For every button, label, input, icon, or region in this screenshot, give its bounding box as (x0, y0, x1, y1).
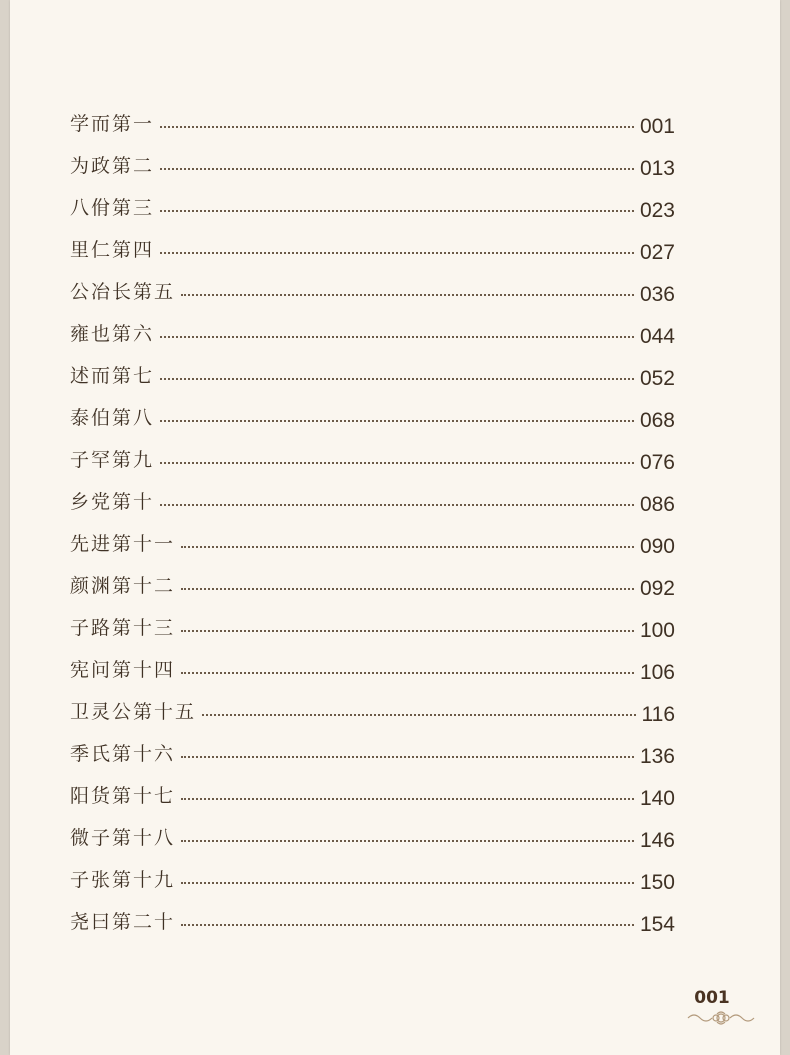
toc-entry-page: 076 (639, 451, 675, 474)
toc-entry-title: 微子第十八 (70, 827, 176, 849)
toc-entry (70, 688, 675, 730)
dot-leader (160, 126, 634, 128)
toc-entry-page: 036 (639, 283, 675, 306)
toc-entry (70, 436, 675, 478)
toc-entry (70, 310, 675, 352)
toc-entry (70, 646, 675, 688)
toc-entry-page: 052 (639, 367, 675, 390)
dot-leader (181, 630, 634, 632)
dot-leader (160, 462, 634, 464)
dot-leader (181, 546, 634, 548)
toc-entry (70, 184, 675, 226)
toc-entry-title: 雍也第六 (70, 323, 155, 345)
toc-entry (70, 352, 675, 394)
toc-entry-page: 044 (639, 325, 675, 348)
toc-entry-title: 卫灵公第十五 (70, 701, 197, 723)
page-number: 001 (694, 988, 730, 1008)
toc-entry-title: 先进第十一 (70, 533, 176, 555)
book-page (10, 0, 780, 1055)
toc-entry-page: 090 (639, 535, 675, 558)
toc-entry (70, 562, 675, 604)
toc-entry-title: 泰伯第八 (70, 407, 155, 429)
toc-entry-title: 为政第二 (70, 155, 155, 177)
toc-entry-title: 公冶长第五 (70, 281, 176, 303)
toc-entry-page: 023 (639, 199, 675, 222)
toc-entry-page: 150 (639, 871, 675, 894)
toc-entry-page: 106 (639, 661, 675, 684)
toc-entry-title: 宪问第十四 (70, 659, 176, 681)
toc-entry (70, 100, 675, 142)
toc-entry (70, 268, 675, 310)
toc-entry-title: 学而第一 (70, 113, 155, 135)
dot-leader (181, 588, 634, 590)
toc-entry-page: 013 (639, 157, 675, 180)
toc-entry (70, 730, 675, 772)
toc-entry-page: 027 (639, 241, 675, 264)
dot-leader (160, 252, 634, 254)
dot-leader (181, 294, 634, 296)
toc-entry-title: 季氏第十六 (70, 743, 176, 765)
dot-leader (160, 420, 634, 422)
toc-entry-title: 尧曰第二十 (70, 911, 176, 933)
toc-entry-page: 146 (639, 829, 675, 852)
scroll-ornament-icon (686, 1009, 756, 1027)
toc-entry-page: 086 (639, 493, 675, 516)
table-of-contents (70, 100, 675, 940)
toc-entry-title: 阳货第十七 (70, 785, 176, 807)
toc-entry (70, 142, 675, 184)
toc-entry (70, 394, 675, 436)
toc-entry (70, 478, 675, 520)
toc-entry-title: 子张第十九 (70, 869, 176, 891)
dot-leader (181, 798, 634, 800)
toc-entry (70, 604, 675, 646)
toc-entry-page: 092 (639, 577, 675, 600)
toc-entry-title: 里仁第四 (70, 239, 155, 261)
toc-entry-page: 116 (641, 703, 675, 726)
dot-leader (181, 882, 634, 884)
toc-entry-page: 140 (639, 787, 675, 810)
toc-entry-page: 136 (639, 745, 675, 768)
toc-entry-page: 154 (639, 913, 675, 936)
toc-entry-title: 八佾第三 (70, 197, 155, 219)
toc-entry (70, 226, 675, 268)
dot-leader (202, 714, 636, 716)
toc-entry-title: 乡党第十 (70, 491, 155, 513)
dot-leader (181, 924, 634, 926)
dot-leader (160, 210, 634, 212)
dot-leader (160, 504, 634, 506)
toc-entry-page: 100 (639, 619, 675, 642)
dot-leader (181, 840, 634, 842)
toc-entry-title: 子路第十三 (70, 617, 176, 639)
toc-entry-page: 068 (639, 409, 675, 432)
toc-entry (70, 772, 675, 814)
dot-leader (160, 378, 634, 380)
toc-entry (70, 898, 675, 940)
dot-leader (181, 756, 634, 758)
toc-entry-title: 颜渊第十二 (70, 575, 176, 597)
toc-entry-page: 001 (639, 115, 675, 138)
toc-entry-title: 子罕第九 (70, 449, 155, 471)
dot-leader (181, 672, 634, 674)
toc-entry (70, 520, 675, 562)
toc-entry (70, 814, 675, 856)
toc-entry-title: 述而第七 (70, 365, 155, 387)
dot-leader (160, 168, 634, 170)
dot-leader (160, 336, 634, 338)
toc-entry (70, 856, 675, 898)
